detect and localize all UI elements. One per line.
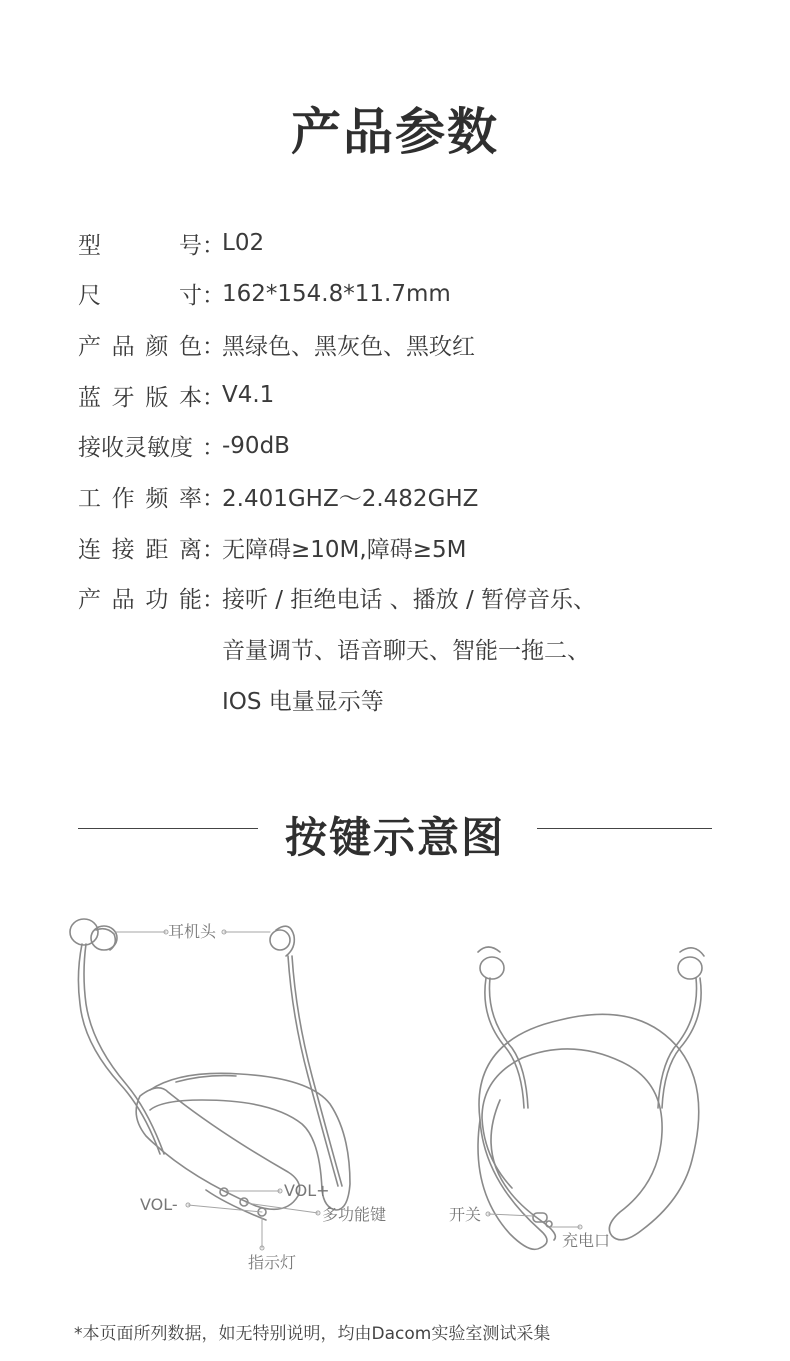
spec-label-char: 能 — [178, 587, 202, 614]
spec-label-char: 蓝 — [78, 384, 101, 411]
spec-label — [78, 227, 202, 260]
spec-label-char: 本 — [178, 384, 202, 411]
spec-colon: ： — [202, 435, 225, 462]
callout-vol-plus: VOL+ — [284, 1181, 330, 1200]
earbud-back-right-icon — [678, 957, 702, 979]
spec-label — [78, 531, 202, 564]
spec-row — [78, 223, 264, 263]
spec-value: 黑绿色、黑灰色、黑玫红 — [222, 333, 475, 360]
spec-value: 接听 / 拒绝电话 、播放 / 暂停音乐、 — [222, 587, 597, 614]
footnote: *本页面所列数据，如无特别说明，均由Dacom实验室测试采集 — [74, 1324, 551, 1344]
spec-label-char: 型 — [78, 232, 101, 259]
spec-label-char: 版 — [145, 384, 169, 411]
spec-label-char: 距 — [145, 536, 169, 563]
spec-label-char: 接 — [111, 536, 135, 563]
spec-label-char: 接收灵敏度 — [78, 435, 193, 462]
button-diagram — [0, 900, 790, 1290]
spec-colon: ： — [202, 384, 225, 411]
spec-label — [78, 429, 202, 462]
headphone-left-view — [70, 919, 350, 1220]
spec-value: 无障碍≥10M,障碍≥5M — [222, 536, 467, 563]
spec-value: 2.401GHZ～2.482GHZ — [222, 486, 479, 512]
spec-colon: ： — [202, 587, 225, 614]
spec-label-char: 产 — [78, 333, 101, 360]
spec-label-char: 产 — [78, 587, 101, 614]
spec-value: 162*154.8*11.7mm — [222, 280, 451, 307]
callout-power: 开关 — [449, 1205, 482, 1224]
spec-label-char: 寸 — [179, 283, 202, 310]
callout-multifunction: 多功能键 — [322, 1205, 387, 1224]
spec-row — [78, 324, 475, 364]
spec-continuation-2: IOS 电量显示等 — [222, 689, 384, 715]
spec-colon: ： — [202, 333, 225, 360]
spec-label-char: 尺 — [78, 283, 101, 310]
spec-colon: ： — [202, 232, 225, 259]
spec-row — [78, 578, 596, 618]
spec-continuation-1: 音量调节、语音聊天、智能一拖二、 — [222, 638, 590, 664]
spec-label-char: 工 — [78, 486, 101, 512]
spec-label-char: 颜 — [145, 333, 169, 360]
spec-label-char: 作 — [111, 486, 135, 512]
spec-colon: ： — [202, 536, 225, 563]
page-title: 产品参数 — [291, 103, 499, 161]
spec-colon: ： — [202, 486, 225, 512]
callout-indicator: 指示灯 — [248, 1253, 297, 1272]
earbud-right-icon — [270, 930, 290, 950]
callout-vol-minus: VOL- — [140, 1195, 178, 1214]
spec-row — [78, 375, 274, 415]
spec-row — [78, 426, 290, 466]
spec-label — [78, 581, 202, 614]
spec-label-char: 率 — [178, 486, 202, 512]
callout-charge-port: 充电口 — [562, 1231, 611, 1250]
spec-label-char: 号 — [179, 232, 202, 259]
spec-value: L02 — [222, 230, 265, 256]
spec-label-char: 离 — [178, 536, 202, 563]
earbud-left-icon — [70, 919, 98, 945]
spec-label-char: 品 — [111, 587, 135, 614]
spec-value: -90dB — [222, 432, 290, 459]
spec-label — [78, 277, 202, 310]
section-title: 按键示意图 — [284, 813, 505, 862]
spec-label-char: 连 — [78, 536, 101, 563]
headphone-right-view — [478, 947, 704, 1249]
spec-label — [78, 379, 202, 412]
spec-row — [78, 477, 478, 517]
spec-label — [78, 480, 202, 513]
spec-label-char: 功 — [145, 587, 169, 614]
callout-earbud: 耳机头 — [168, 922, 217, 941]
earbud-back-left-icon — [480, 957, 504, 979]
spec-colon: ： — [202, 283, 225, 310]
spec-row — [78, 274, 451, 314]
divider-right — [537, 828, 712, 829]
spec-label-char: 色 — [178, 333, 202, 360]
spec-label — [78, 328, 202, 361]
spec-row — [78, 527, 466, 567]
spec-label-char: 牙 — [111, 384, 135, 411]
spec-label-char: 频 — [145, 486, 169, 512]
spec-label-char: 品 — [111, 333, 135, 360]
spec-value: V4.1 — [222, 382, 275, 409]
